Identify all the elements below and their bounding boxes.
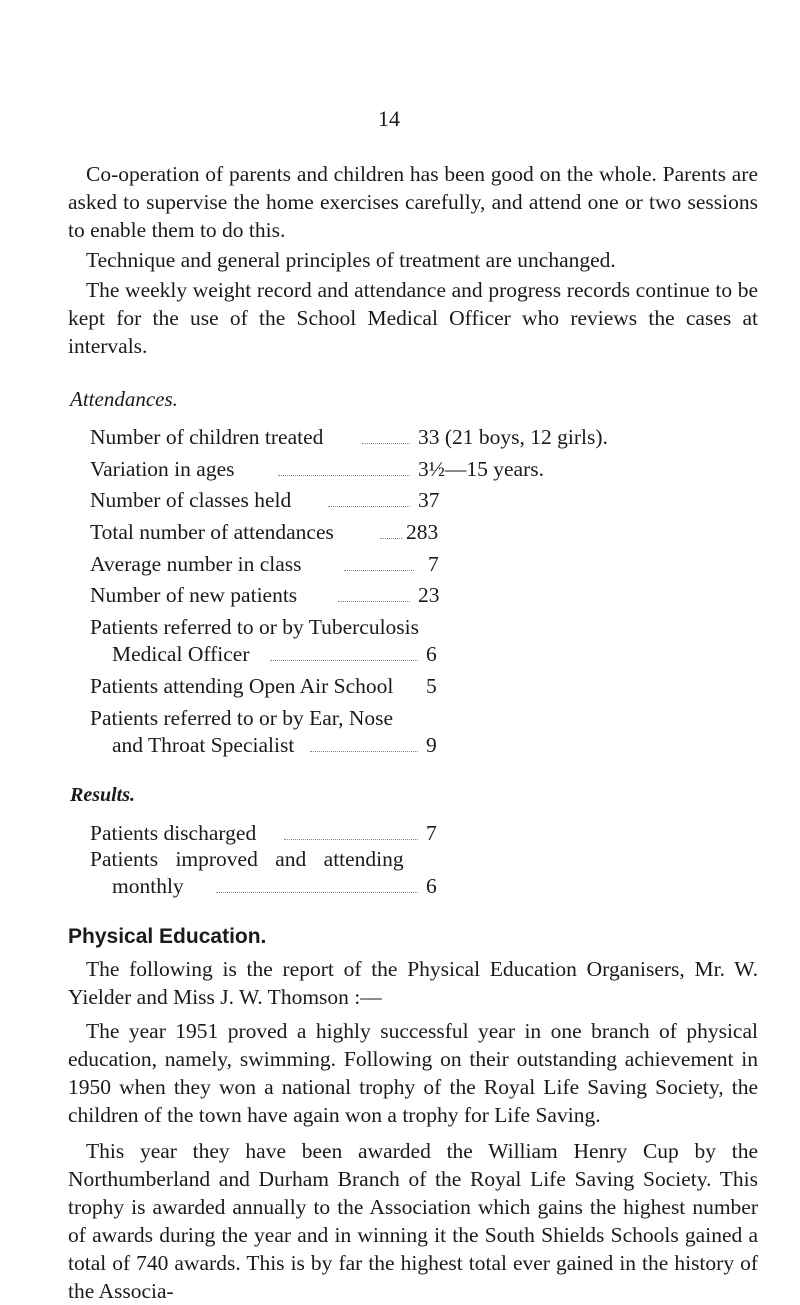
row-label: Variation in ages [90,457,235,481]
row-value: 6 [426,874,437,898]
row-value: 37 [418,488,440,512]
row-value: 7 [426,821,437,845]
row-label: Number of classes held [90,488,292,512]
attendance-row [90,613,790,673]
row-label: Total number of attendances [90,520,334,544]
physical-education-heading: Physical Education. [68,925,267,948]
row-value: 33 (21 boys, 12 girls). [418,425,608,449]
row-label: Patients improved and attending [90,847,404,871]
leader-dots [216,890,418,893]
results-heading: Results. [70,784,136,806]
leader-dots [310,749,418,752]
leader-dots [380,536,402,539]
leader-dots [328,504,410,507]
row-value: 23 [418,583,440,607]
row-label-continued: and Throat Specialist [112,733,295,757]
intro-paragraph-3: The weekly weight record and attendance and progress records continue to be kept for the use of the School Medical Officer who reviews the cases at intervals. [68,278,758,358]
row-label-continued: Medical Officer [112,642,250,666]
row-value: 6 [426,642,437,666]
attendances-heading: Attendances. [70,387,178,411]
attendance-row [90,704,790,764]
intro-paragraph-1: Co-operation of parents and children has been good on the whole. Parents are asked to supervise the home exercises carefully, and attend one or two sessions to enable them to do this. [68,162,758,242]
row-label: Number of new patients [90,583,298,607]
physical-education-paragraph-1: The following is the report of the Physical Education Organisers, Mr. W. Yielder and Miss J. W. Thomson :— [68,957,758,1009]
row-label: Patients attending Open Air School [90,674,394,698]
physical-education-paragraph-2: The year 1951 proved a highly successful year in one branch of physical education, namely, swimming. Following on their outstanding achievement in 1950 when they won a national trophy of the Royal Life Saving Society, the children of the town have again won a trophy for Life Saving. [68,1019,758,1127]
row-label: Patients referred to or by Tuberculosis [90,615,420,639]
leader-dots [362,441,410,444]
leader-dots [284,837,418,840]
leader-dots [338,599,410,602]
page-number: 14 [378,106,400,131]
leader-dots [344,568,414,571]
leader-dots [270,658,418,661]
physical-education-paragraph-3: This year they have been awarded the William Henry Cup by the Northumberland and Durham Branch of the Royal Life Saving Society. This trophy is awarded annually to the Association which gains the highest number of awards during the year and in winning it the South Shields Schools gained a total of 740 awards. This is by far the highest total ever gained in the history of the Associa- [68,1139,758,1303]
row-value: 283 [406,520,439,544]
row-value: 9 [426,733,437,757]
row-label: Patients discharged [90,821,257,845]
row-label: Patients referred to or by Ear, Nose [90,706,394,730]
intro-paragraph-2: Technique and general principles of treatment are unchanged. [86,248,616,272]
row-label: Average number in class [90,552,302,576]
result-row [90,845,790,905]
row-value: 7 [428,552,439,576]
row-value: 3½—15 years. [418,457,544,481]
row-label: Number of children treated [90,425,324,449]
leader-dots [278,473,410,476]
row-label-continued: monthly [112,874,184,898]
row-value: 5 [426,674,437,698]
